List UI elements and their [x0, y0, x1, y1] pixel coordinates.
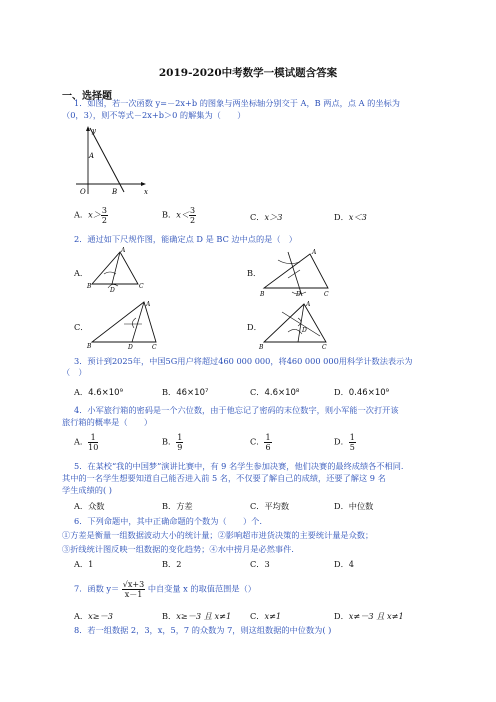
q2-option-c-label[interactable]: C． [74, 322, 89, 332]
q5-option-a[interactable]: A．众数 [74, 501, 105, 511]
svg-text:B: B [87, 343, 92, 350]
q6-stem-1: 6．下列命题中，其中正确命题的个数为（ ）个. [74, 516, 262, 526]
q8-stem: 8．若一组数据 2，3，x，5，7 的众数为 7，则这组数据的中位数为( ) [74, 625, 332, 635]
svg-text:C: C [152, 344, 157, 350]
svg-text:C: C [139, 283, 144, 290]
q6-option-a[interactable]: A．1 [74, 559, 94, 569]
q3-option-a[interactable]: A．4.6×10⁹ [74, 387, 123, 398]
q6-option-d[interactable]: D．4 [334, 559, 354, 569]
q5-option-c[interactable]: C．平均数 [250, 501, 290, 511]
q1-label-o: O [80, 188, 86, 196]
svg-text:D: D [110, 287, 115, 294]
q1-label-y: y [92, 127, 96, 135]
q3-option-b[interactable]: B．46×10⁷ [162, 387, 209, 398]
q7-stem-pre: 7．函数 y＝ [74, 583, 120, 594]
q1-option-d[interactable]: D．x＜3 [334, 212, 367, 222]
q4-stem-1: 4．小军旅行箱的密码是一个六位数，由于他忘记了密码的末位数字，则小军能一次打开该 [74, 405, 399, 415]
q3-stem-1: 3．预计到2025年，中国5G用户将超过460 000 000，将460 000 000用科学计数法表示为 [74, 356, 413, 366]
q1-graph-figure [72, 124, 154, 204]
q7-option-b[interactable]: B．x≥－3 且 x≠1 [162, 611, 232, 621]
q2-option-d-label[interactable]: D． [247, 322, 262, 332]
svg-text:B: B [259, 344, 264, 350]
q1-x-arrow [141, 182, 146, 186]
q5-option-d[interactable]: D．中位数 [334, 501, 374, 511]
svg-text:A: A [146, 301, 151, 308]
svg-text:C: C [324, 291, 329, 298]
q7-option-c[interactable]: C．x≠1 [250, 611, 282, 621]
svg-text:C: C [322, 344, 327, 350]
q1-y-arrow [86, 126, 90, 131]
q2-figure-c [86, 298, 160, 350]
page-title: 2019-2020中考数学一模试题含答案 [158, 67, 338, 79]
q2-option-b-label[interactable]: B． [247, 268, 262, 278]
svg-text:A: A [306, 301, 311, 308]
q5-stem-3: 学生成绩的( ) [62, 485, 112, 495]
q2-figure-d [258, 298, 338, 350]
q1-option-c[interactable]: C．x＞3 [250, 212, 283, 222]
q1-line1 [74, 98, 400, 109]
q2-figure-b [258, 246, 338, 298]
q4-option-c[interactable]: C． $\frac{1}{6}$ [250, 433, 271, 452]
q6-stem-2: ①方差是衡量一组数据波动大小的统计量；②影响超市进货决策的主要统计量是众数； [62, 530, 374, 540]
q7-stem-post: 中自变量 x 的取值范围是（） [147, 583, 256, 594]
q1-option-b[interactable]: B．x＜ $\frac{3}{2}$ [162, 206, 196, 225]
svg-text:A: A [312, 249, 317, 256]
q2-option-a-label[interactable]: A． [74, 268, 89, 278]
q5-option-b[interactable]: B．方差 [162, 501, 193, 511]
section-heading: 一、选择题 [62, 91, 112, 102]
q6-option-c[interactable]: C．3 [250, 559, 270, 569]
svg-text:B: B [260, 291, 265, 298]
q7-fraction: $\frac{√x+3}{x-1}$ [122, 580, 145, 599]
q4-option-a[interactable]: A． $\frac{1}{10}$ [74, 433, 99, 452]
q4-stem-2: 旅行箱的概率是（ ） [62, 417, 153, 427]
q1-label-x: x [144, 188, 148, 196]
q6-option-b[interactable]: B．2 [162, 559, 182, 569]
q1-label-b: B [112, 188, 118, 196]
svg-text:B: B [87, 283, 92, 290]
q2-stem: 2．通过如下尺规作图，能确定点 D 是 BC 边中点的是（ ） [74, 234, 297, 244]
q4-option-b[interactable]: B． $\frac{1}{9}$ [162, 433, 183, 452]
svg-text:D: D [296, 291, 301, 298]
q3-stem-2: （ ） [62, 367, 87, 377]
q5-stem-1: 5．在某校“我的中国梦”演讲比赛中，有 9 名学生参加决赛，他们决赛的最终成绩各不相同. [74, 461, 404, 471]
svg-text:A: A [121, 247, 126, 254]
q5-stem-2: 其中的一名学生想要知道自己能否进入前 5 名，不仅要了解自己的成绩，还要了解这 9 名 [62, 473, 386, 483]
q1-option-a[interactable]: A．x＞ $\frac{3}{2}$ [74, 206, 108, 225]
q7-option-d[interactable]: D．x≠－3 且 x≠1 [334, 611, 404, 621]
q3-option-c[interactable]: C．4.6×10⁸ [250, 387, 300, 398]
q2-figure-a [86, 246, 152, 294]
q3-option-d[interactable]: D．0.46×10⁹ [334, 387, 390, 398]
q1-line2 [62, 110, 245, 121]
q1-stem-2: （0，3），则不等式－2x+b＞0 的解集为（ ） [62, 110, 246, 120]
svg-text:D: D [128, 344, 133, 350]
q1-stem-1: 1．如图，若一次函数 y=－2x+b 的图象与两坐标轴分别交于 A，B 两点，点 A 的坐标为 [74, 98, 400, 108]
q4-option-d[interactable]: D． $\frac{1}{5}$ [334, 433, 355, 452]
svg-text:D: D [302, 327, 307, 334]
q1-label-a: A [89, 152, 95, 160]
q7-option-a[interactable]: A．x≥－3 [74, 611, 113, 621]
q7-stem [74, 580, 256, 599]
q6-stem-3: ③折线统计图反映一组数据的变化趋势；④水中捞月是必然事件. [62, 544, 294, 554]
q1-function-line [90, 128, 124, 192]
